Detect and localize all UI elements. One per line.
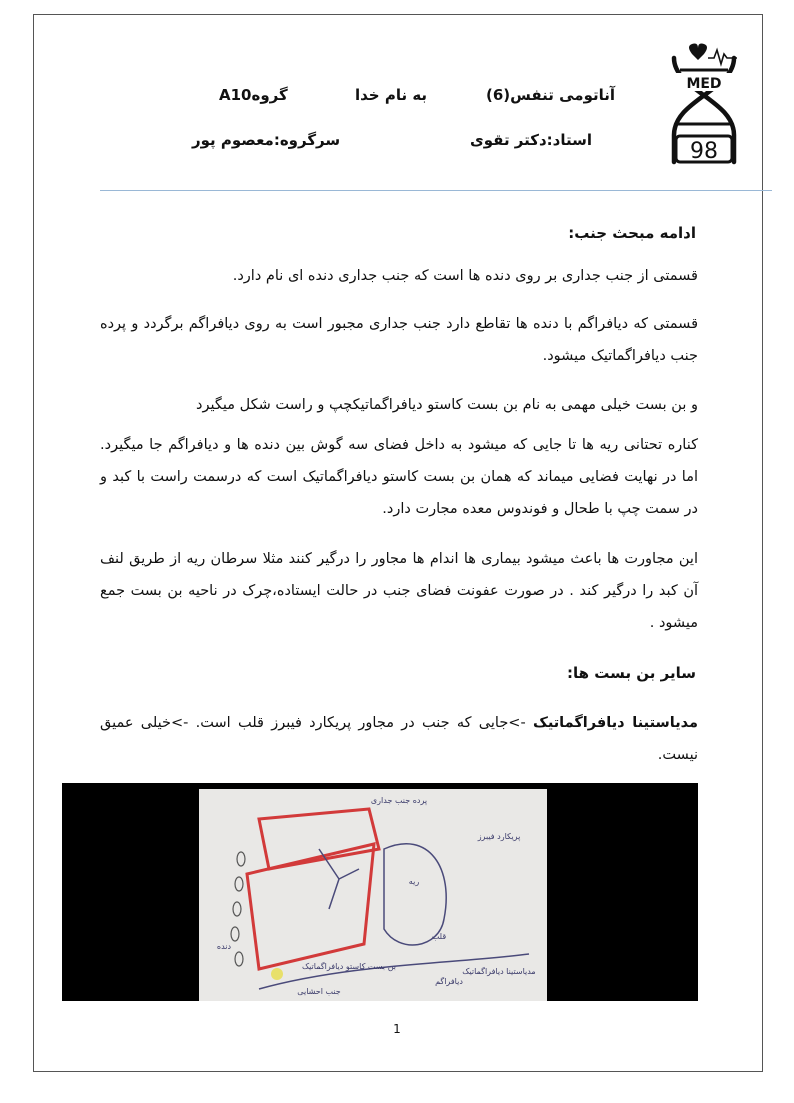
teacher-label: استاد:دکتر تقوی: [470, 131, 593, 149]
figure-label: ریه: [408, 877, 420, 886]
paragraph-3: و بن بست خیلی مهمی به نام بن بست کاستو دیافراگماتیکچپ و راست شکل میگیرد: [196, 397, 698, 413]
med98-logo: [664, 40, 744, 165]
section-heading-pleura: ادامه مبحث جنب:: [568, 224, 696, 242]
figure-label: پرده جنب جداری: [370, 796, 428, 805]
logo-text-med: MED: [686, 76, 722, 92]
figure-label: جنب احشایی: [297, 987, 341, 996]
paragraph-5: این مجاورت ها باعث میشود بیماری ها اندام ها مجاور را درگیر کنند مثلا سرطان ریه از طریق لنف آن کبد را درگیر کند . در صورت عفونت فضای جنب در حالت ایستاده،چرک در ناحیه بن بست جمع میشود .: [100, 551, 698, 631]
page-number: 1: [393, 1022, 401, 1036]
figure-label: پریکارد فیبرز: [477, 832, 521, 841]
group-label: گروهA10: [219, 86, 288, 104]
figure-label: بن بست کاستو دیافراگماتیک: [301, 962, 397, 971]
paragraph-2: قسمتی که دیافراگم با دنده ها تقاطع دارد جنب جداری مجبور است به روی دیافراگم برگردد و پرده جنب دیافراگماتیک میشود.: [100, 316, 698, 364]
paragraph-1: قسمتی از جنب جداری بر روی دنده ها است که جنب جداری دنده ای نام دارد.: [232, 268, 698, 284]
course-title: آناتومی تنفس(6): [486, 86, 616, 104]
pleura-sketch-image: [199, 789, 547, 1001]
section-heading-other-recesses: سایر بن بست ها:: [567, 664, 696, 682]
paragraph-4: کناره تحتانی ریه ها تا جایی که میشود به داخل فضای سه گوش بین دنده ها و دیافراگم جا میگیرد. اما در نهایت فضایی میماند که همان بن بست کاستو دیافراگماتیک است که درسمت راست با کبد و در سمت چپ با طحال و فوندوس معده مجارت دارد.: [100, 437, 698, 517]
bismillah: به نام خدا: [355, 86, 428, 104]
figure-label: دیافراگم: [435, 977, 463, 986]
figure-container: [62, 783, 698, 1001]
mediastinal-paragraph: [100, 707, 698, 771]
figure-label: دنده: [216, 942, 232, 951]
header-divider: [100, 190, 772, 191]
mediastinal-term: مدیاستینا دیافراگماتیک: [532, 715, 699, 731]
mediastinal-desc: ->جایی که جنب در مجاور پریکارد فیبرز قلب است. ->خیلی عمیق نیست.: [100, 715, 698, 763]
figure-label: قلب: [431, 932, 447, 941]
figure-label: مدیاستینا دیافراگماتیک: [462, 967, 536, 976]
group-leader-label: سرگروه:معصوم پور: [192, 131, 341, 149]
logo-text-98: 98: [690, 139, 718, 164]
